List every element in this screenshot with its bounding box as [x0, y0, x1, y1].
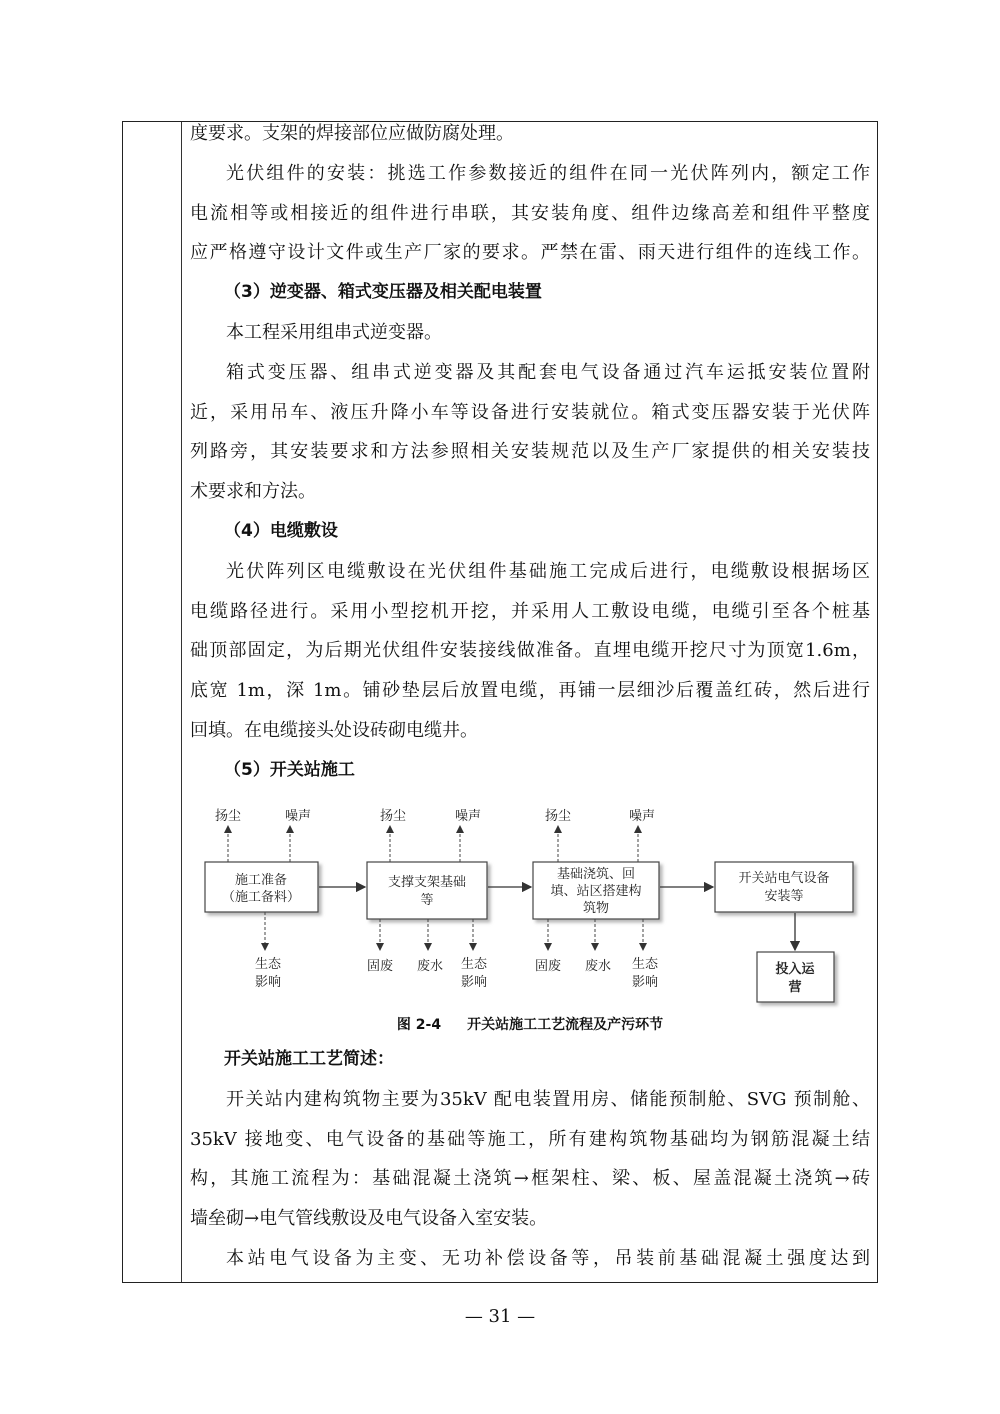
section-heading: 开关站施工工艺简述：: [224, 1049, 394, 1069]
section-heading: （5）开关站施工: [224, 759, 355, 780]
label-noise: 噪声: [284, 809, 312, 824]
box-operation-line2: 营: [788, 980, 802, 995]
paragraph-line: 光伏阵列区电缆敷设在光伏组件基础施工完成后进行，电缆敷设根据场区: [226, 560, 870, 582]
box-equipment-line1: 开关站电气设备: [738, 871, 830, 886]
label-eco: 生态: [460, 957, 488, 972]
label-noise: 噪声: [628, 809, 656, 824]
process-flowchart: [190, 800, 870, 1012]
label-dust: 扬尘: [214, 809, 242, 824]
paragraph-line: 本工程采用组串式逆变器。: [226, 321, 442, 343]
box-support-line2: 等: [420, 893, 434, 908]
section-heading: （3）逆变器、箱式变压器及相关配电装置: [224, 282, 542, 303]
paragraph-line: 术要求和方法。: [190, 481, 316, 503]
paragraph-line: 开关站内建构筑物主要为35kV 配电装置用房、储能预制舱、SVG 预制舱、: [226, 1088, 870, 1110]
label-waste-water: 废水: [584, 959, 612, 974]
label-noise: 噪声: [454, 809, 482, 824]
label-eco: 影响: [254, 975, 282, 990]
paragraph-line: 础顶部固定，为后期光伏组件安装接线做准备。直埋电缆开挖尺寸为顶宽1.6m，: [190, 640, 870, 662]
figure-number: 图 2-4: [396, 1017, 442, 1033]
paragraph-line: 箱式变压器、组串式逆变器及其配套电气设备通过汽车运抵安装位置附: [226, 361, 870, 383]
figure-title: 开关站施工工艺流程及产污环节: [467, 1017, 664, 1033]
paragraph-line: 构，其施工流程为：基础混凝土浇筑→框架柱、梁、板、屋盖混凝土浇筑→砖: [190, 1168, 870, 1190]
label-eco: 影响: [631, 975, 659, 990]
paragraph-line: 墙垒砌→电气管线敷设及电气设备入室安装。: [190, 1208, 548, 1230]
paragraph-line: 本站电气设备为主变、无功补偿设备等，吊装前基础混凝土强度达到: [226, 1247, 870, 1269]
label-eco: 生态: [631, 957, 659, 972]
box-pouring-line1: 基础浇筑、回: [556, 867, 636, 882]
box-pouring-line2: 填、站区搭建构: [550, 884, 642, 899]
box-preparation-line2: （施工备料）: [221, 890, 301, 905]
label-eco: 生态: [254, 957, 282, 972]
label-solid-waste: 固废: [366, 959, 394, 974]
label-solid-waste: 固废: [534, 959, 562, 974]
box-equipment-install: [715, 862, 853, 912]
label-dust: 扬尘: [544, 809, 572, 824]
paragraph-line: 底宽 1m，深 1m。铺砂垫层后放置电缆，再铺一层细沙后覆盖红砖，然后进行: [190, 680, 870, 702]
paragraph-line: 应严格遵守设计文件或生产厂家的要求。严禁在雷、雨天进行组件的连线工作。: [190, 242, 870, 264]
paragraph-line: 35kV 接地变、电气设备的基础等施工，所有建构筑物基础均为钢筋混凝土结: [190, 1128, 870, 1150]
label-waste-water: 废水: [416, 959, 444, 974]
paragraph-line: 近，采用吊车、液压升降小车等设备进行安装就位。箱式变压器安装于光伏阵: [190, 401, 870, 423]
paragraph-line: 光伏组件的安装：挑选工作参数接近的组件在同一光伏阵列内，额定工作: [226, 162, 870, 184]
label-dust: 扬尘: [379, 809, 407, 824]
paragraph-line: 电流相等或相接近的组件进行串联，其安装角度、组件边缘高差和组件平整度: [190, 202, 870, 224]
text-block-top: [190, 114, 870, 791]
box-pouring-line3: 筑物: [582, 901, 610, 916]
label-eco: 影响: [460, 975, 488, 990]
page-number: — 31 —: [464, 1306, 536, 1327]
text-block-bottom: [190, 1040, 870, 1279]
paragraph-line: 度要求。支架的焊接部位应做防腐处理。: [190, 123, 514, 144]
box-support-foundation: [367, 862, 487, 919]
paragraph-line: 电缆路径进行。采用小型挖机开挖，并采用人工敷设电缆，电缆引至各个桩基: [190, 600, 870, 622]
box-preparation-line1: 施工准备: [234, 873, 288, 888]
paragraph-line: 回填。在电缆接头处设砖砌电缆井。: [190, 719, 478, 741]
box-support-line1: 支撑支架基础: [387, 875, 467, 890]
box-operation-line1: 投入运: [775, 962, 815, 977]
column-divider: [181, 122, 182, 1282]
paragraph-line: 列路旁，其安装要求和方法参照相关安装规范以及生产厂家提供的相关安装技: [190, 441, 870, 463]
section-heading: （4）电缆敷设: [224, 520, 338, 541]
figure-caption: [190, 1014, 870, 1034]
box-equipment-line2: 安装等: [764, 889, 804, 904]
